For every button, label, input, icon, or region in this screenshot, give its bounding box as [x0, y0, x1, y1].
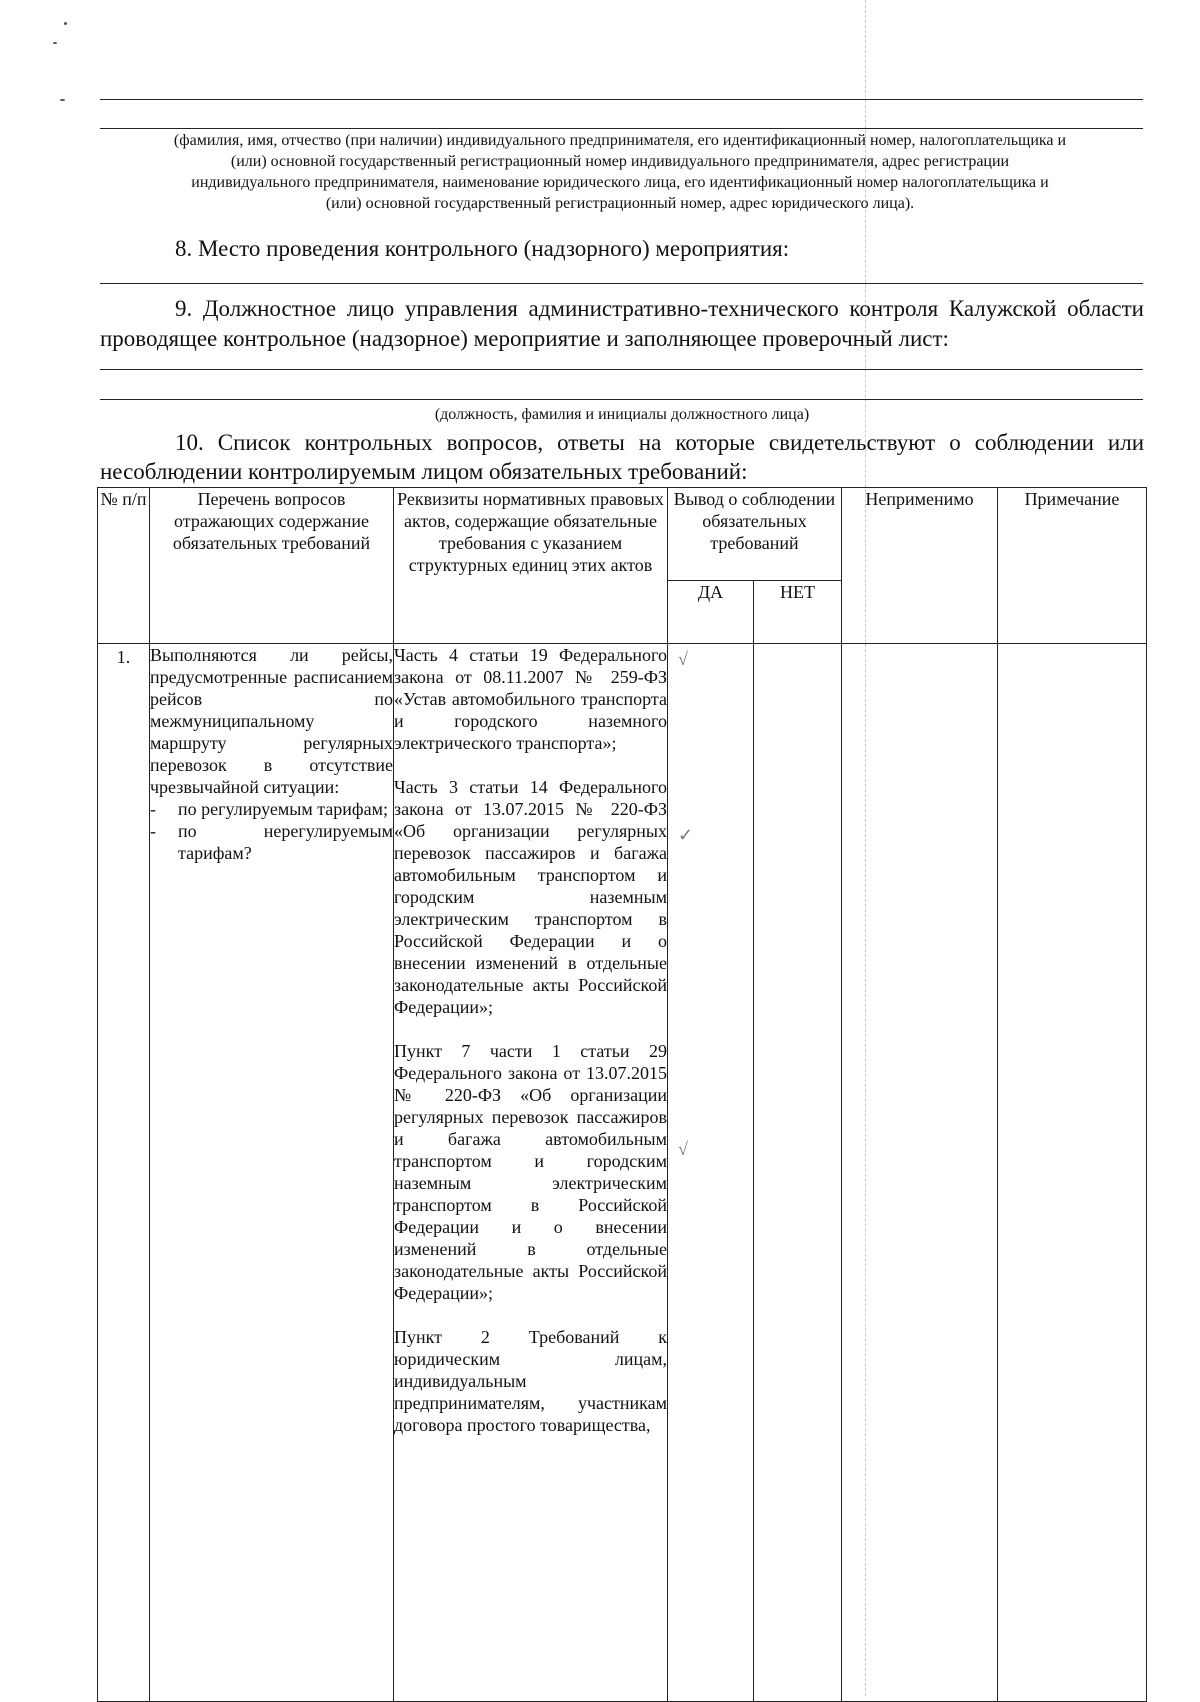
- header-requisites: Реквизиты нормативных правовых актов, содержащие обязательные требования с указанием структурных единиц этих актов: [394, 488, 668, 644]
- scan-speck: [53, 42, 57, 44]
- checkmark-icon: √: [678, 649, 688, 669]
- question-text: Выполняются ли рейсы, предусмотренные расписанием рейсов по межмуниципальному маршруту регулярных перевозок в отсутствие чрезвычайной ситуации:: [150, 645, 393, 797]
- header-yes: ДА: [668, 581, 754, 644]
- row-legal-requisites: [394, 644, 668, 1702]
- item-10-questions-intro: 10. Список контрольных вопросов, ответы на которые свидетельствуют о соблюдении или несоблюдении контролируемым лицом обязательных требований:: [100, 430, 1144, 484]
- row-note-cell[interactable]: [998, 644, 1147, 1702]
- fill-line: [100, 369, 1143, 370]
- legal-reference: Часть 4 статьи 19 Федерального закона от 08.11.2007 № 259-ФЗ «Устав автомобильного транспорта и городского наземного электрического транспорта»;: [394, 645, 667, 753]
- caption-line: (фамилия, имя, отчество (при наличии) индивидуального предпринимателя, его идентификационный номер, налогоплательщика и: [173, 132, 1067, 149]
- checkmark-icon: √: [678, 1139, 688, 1159]
- table-header-row: [98, 488, 1147, 581]
- row-num: 1.: [98, 644, 150, 1702]
- legal-reference: Часть 3 статьи 14 Федерального закона от 13.07.2015 № 220-ФЗ «Об организации регулярных перевозок пассажиров и багажа автомобильным транспортом и городским наземным электрическим транспортом в Российской Федерации и о внесении изменений в отдельные законодательные акты Российской Федерации»;: [394, 777, 667, 1017]
- official-caption: (должность, фамилия и инициалы должностного лица): [434, 406, 810, 423]
- entity-caption: [100, 130, 1140, 214]
- row-yes-cell[interactable]: [668, 644, 754, 1702]
- fill-line: [100, 99, 1143, 100]
- header-not-applicable: Неприменимо: [842, 488, 998, 644]
- legal-reference: Пункт 2 Требований к юридическим лицам, индивидуальным предпринимателям, участникам договора простого товарищества,: [394, 1327, 667, 1435]
- item-8-location: 8. Место проведения контрольного (надзорного) мероприятия:: [175, 236, 790, 261]
- caption-line: индивидуального предпринимателя, наименование юридического лица, его идентификационный номер налогоплательщика и: [191, 174, 1049, 191]
- header-no: НЕТ: [754, 581, 842, 644]
- legal-reference: Пункт 7 части 1 статьи 29 Федерального закона от 13.07.2015 № 220-ФЗ «Об организации регулярных перевозок пассажиров и багажа автомобильным транспортом и городским наземным электрическим транспортом в Российской Федерации и о внесении изменений в отдельные законодательные акты Российской Федерации»;: [394, 1041, 667, 1303]
- header-num: № п/п: [98, 488, 150, 644]
- row-question: [150, 644, 394, 1702]
- table-row: [98, 644, 1147, 1702]
- question-bullet: - по регулируемым тарифам;: [150, 799, 388, 819]
- row-no-cell[interactable]: [754, 644, 842, 1702]
- header-questions: Перечень вопросов отражающих содержание обязательных требований: [150, 488, 394, 644]
- caption-line: (или) основной государственный регистрационный номер индивидуального предпринимателя, адрес регистрации: [230, 153, 1010, 170]
- fill-line: [100, 399, 1143, 400]
- scan-speck: [64, 22, 67, 25]
- fill-line: [100, 283, 1143, 284]
- row-not-applicable-cell[interactable]: [842, 644, 998, 1702]
- question-bullet: - по нерегулируемым тарифам?: [150, 821, 393, 863]
- checklist-table: [97, 487, 1147, 1702]
- header-note: Примечание: [998, 488, 1147, 644]
- fill-line: [100, 128, 1143, 129]
- scan-speck: [60, 99, 65, 101]
- caption-line: (или) основной государственный регистрационный номер, адрес юридического лица).: [325, 195, 915, 212]
- checkmark-icon: ✓: [678, 825, 694, 845]
- item-9-official: 9. Должностное лицо управления административно-технического контроля Калужской области проводящее контрольное (надзорное) мероприятие и заполняющее проверочный лист:: [100, 296, 1144, 351]
- header-conclusion: Вывод о соблюдении обязательных требований: [668, 488, 842, 581]
